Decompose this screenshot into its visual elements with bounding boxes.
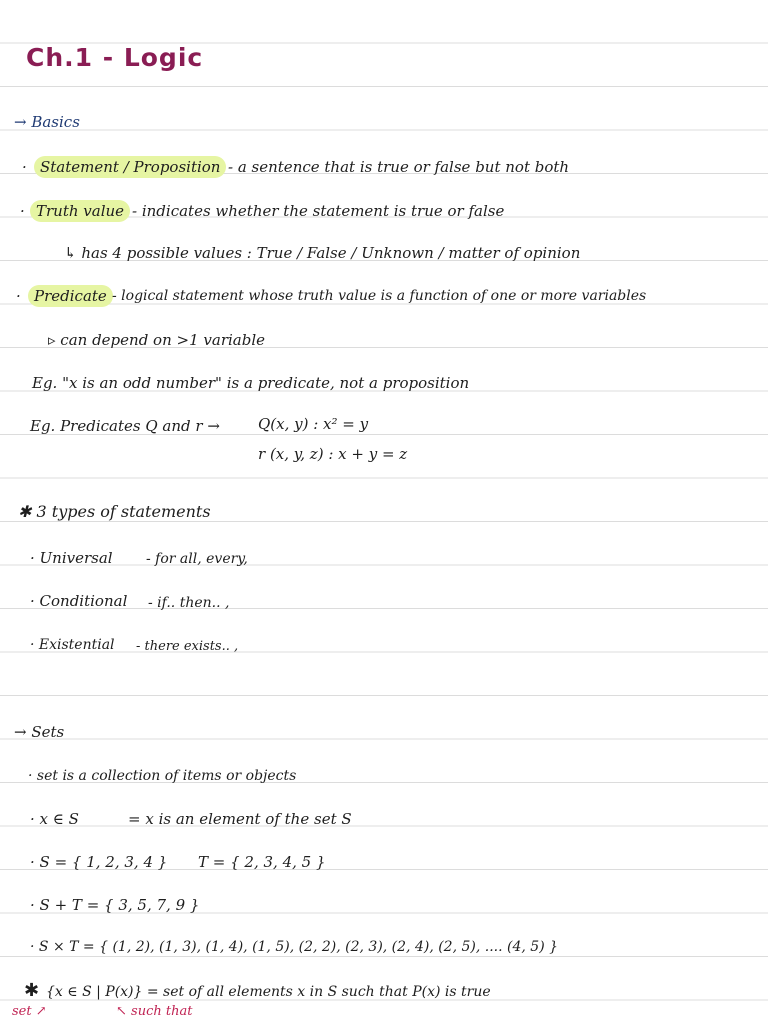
example-odd-number: Eg. "x is an odd number" is a predicate, not a proposition [32, 374, 470, 392]
page-title: Ch.1 - Logic [26, 43, 204, 72]
type-universal-label: · Universal [30, 549, 113, 567]
truth-value-subnote: ↳ has 4 possible values : True / False / Unknown / matter of opinion [64, 244, 581, 262]
section-heading-sets: → Sets [14, 723, 65, 741]
annotation-set: set ↗ [12, 1004, 47, 1019]
type-existential-label: · Existential [30, 637, 115, 653]
type-conditional-label: · Conditional [30, 592, 128, 610]
set-builder-notation: {x ∈ S | P(x)} = set of all elements x in S such that P(x) is true [46, 984, 491, 1000]
statement-definition: - a sentence that is true or false but not both [228, 158, 570, 176]
statement-term-highlight: Statement / Proposition [34, 156, 226, 178]
truth-value-term [36, 201, 130, 221]
star-icon: ✱ [24, 980, 40, 1001]
predicate-definition: - logical statement whose truth value is a function of one or more variables [112, 288, 647, 304]
type-existential-def: - there exists.. , [136, 639, 239, 654]
element-of-meaning: = x is an element of the set S [128, 810, 352, 828]
type-universal-def: - for all, every, [146, 551, 248, 567]
truth-value-bullet: · [20, 202, 25, 220]
types-heading: ✱ 3 types of statements [18, 502, 211, 521]
predicate-r-formula: r (x, y, z) : x + y = z [258, 445, 408, 463]
example-predicates-label: Eg. Predicates Q and r → [30, 417, 220, 435]
set-sum-example: · S + T = { 3, 5, 7, 9 } [30, 896, 200, 914]
statement-term [40, 157, 226, 177]
predicate-q-formula: Q(x, y) : x² = y [258, 415, 369, 433]
truth-value-highlight: Truth value [30, 200, 130, 222]
cartesian-product-example: · S × T = { (1, 2), (1, 3), (1, 4), (1, 5), (2, 2), (2, 3), (2, 4), (2, 5), .... (4, 5) } [30, 939, 559, 955]
sets-definition: · set is a collection of items or objects [28, 768, 297, 784]
set-t-definition: T = { 2, 3, 4, 5 } [198, 853, 326, 871]
type-conditional-def: - if.. then.. , [148, 595, 230, 611]
element-of-notation: · x ∈ S [30, 810, 79, 828]
set-s-definition: · S = { 1, 2, 3, 4 } [30, 853, 168, 871]
predicate-bullet: · [16, 287, 21, 305]
predicate-subnote: ▹ can depend on >1 variable [48, 331, 266, 349]
predicate-highlight: Predicate [28, 285, 113, 307]
section-heading-basics: → Basics [14, 113, 80, 131]
statement-bullet: · [22, 158, 27, 176]
annotation-such-that: ↖ such that [116, 1004, 193, 1019]
truth-value-definition: - indicates whether the statement is true or false [132, 202, 505, 220]
predicate-term [34, 286, 113, 306]
